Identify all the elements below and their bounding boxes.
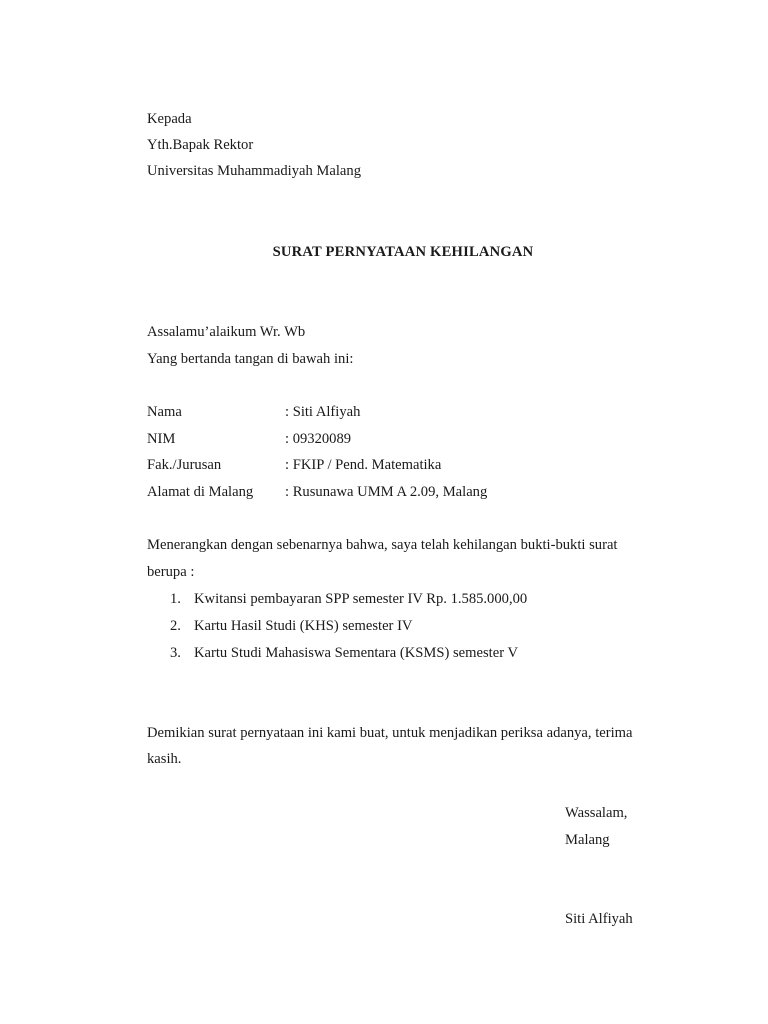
intro-text: Yang bertanda tangan di bawah ini: xyxy=(147,351,354,367)
greeting: Assalamu’alaikum Wr. Wb xyxy=(147,324,306,340)
statement-line-2: berupa : xyxy=(147,564,195,580)
identity-label-faculty: Fak./Jurusan xyxy=(147,457,222,473)
identity-value-name: : Siti Alfiyah xyxy=(285,404,361,420)
list-item-text: Kwitansi pembayaran SPP semester IV Rp. 1.585.000,00 xyxy=(194,591,528,607)
signature-salutation: Wassalam, xyxy=(565,805,628,821)
identity-label-name: Nama xyxy=(147,404,182,420)
recipient-addressee: Yth.Bapak Rektor xyxy=(147,137,254,153)
list-item-text: Kartu Hasil Studi (KHS) semester IV xyxy=(194,618,413,634)
list-item-number: 2. xyxy=(170,618,181,634)
identity-value-address: : Rusunawa UMM A 2.09, Malang xyxy=(285,484,488,500)
list-item-text: Kartu Studi Mahasiswa Sementara (KSMS) semester V xyxy=(194,645,518,661)
list-item-number: 3. xyxy=(170,645,181,661)
identity-label-address: Alamat di Malang xyxy=(147,484,254,500)
recipient-to: Kepada xyxy=(147,111,192,127)
closing-line-2: kasih. xyxy=(147,751,182,767)
identity-value-faculty: : FKIP / Pend. Matematika xyxy=(285,457,442,473)
closing-line-1: Demikian surat pernyataan ini kami buat, untuk menjadikan periksa adanya, terima xyxy=(147,725,633,741)
statement-line-1: Menerangkan dengan sebenarnya bahwa, saya telah kehilangan bukti-bukti surat xyxy=(147,537,618,553)
signature-place: Malang xyxy=(565,832,610,848)
recipient-institution: Universitas Muhammadiyah Malang xyxy=(147,163,361,179)
list-item-number: 1. xyxy=(170,591,181,607)
letter-title: SURAT PERNYATAAN KEHILANGAN xyxy=(272,244,534,260)
identity-label-nim: NIM xyxy=(147,431,176,447)
identity-value-nim: : 09320089 xyxy=(285,431,352,447)
signature-name: Siti Alfiyah xyxy=(565,911,633,927)
